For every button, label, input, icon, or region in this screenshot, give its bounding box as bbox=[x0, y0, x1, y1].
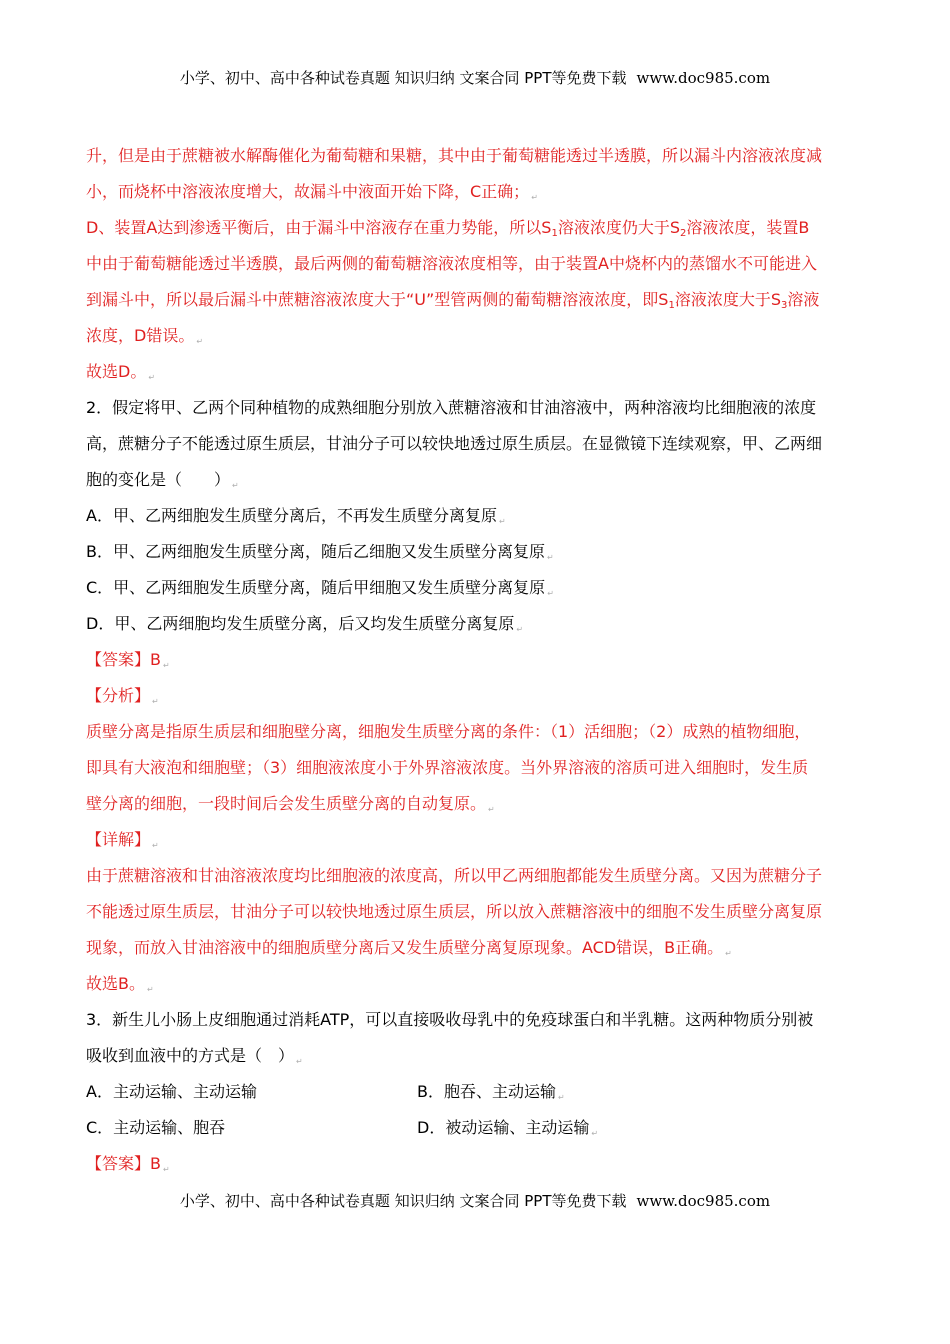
footer-text: 小学、初中、高中各种试卷真题 知识归纳 文案合同 PPT等免费下载 bbox=[179, 1192, 627, 1210]
question-2-stem bbox=[86, 390, 864, 426]
header-url[interactable]: www.doc985.com bbox=[636, 69, 771, 87]
paragraph-mark-icon: ↵ bbox=[591, 1129, 599, 1138]
paragraph-mark-icon: ↵ bbox=[163, 1165, 170, 1174]
paragraph-mark-icon: ↵ bbox=[296, 1057, 303, 1066]
text: 溶液 bbox=[787, 290, 820, 309]
answer-label: 【答案】 bbox=[86, 1154, 151, 1173]
answer-value: B bbox=[150, 650, 161, 669]
paragraph-mark-icon: ↵ bbox=[488, 805, 495, 814]
text: D．甲、乙两细胞均发生质壁分离，后又均发生质壁分离复原 bbox=[86, 614, 515, 633]
question-2-detail-label bbox=[86, 822, 864, 858]
text: 故选D。 bbox=[86, 362, 147, 381]
text: 故选B。 bbox=[86, 974, 145, 993]
analysis-line bbox=[86, 714, 864, 750]
text: 由于蔗糖溶液和甘油溶液浓度均比细胞液的浓度高，所以甲乙两细胞都能发生质壁分离。又因为蔗糖分子 bbox=[86, 866, 823, 885]
question-2-option-c bbox=[86, 570, 864, 606]
text: C．甲、乙两细胞发生质壁分离，随后甲细胞又发生质壁分离复原 bbox=[86, 578, 546, 597]
question-2-option-d bbox=[86, 606, 864, 642]
footer-url[interactable]: www.doc985.com bbox=[636, 1192, 771, 1210]
paragraph-mark-icon: ↵ bbox=[725, 949, 732, 958]
question-3-option-b bbox=[417, 1074, 565, 1110]
text: 升，但是由于蔗糖被水解酶催化为葡萄糖和果糖，其中由于葡萄糖能透过半透膜，所以漏斗内溶液浓度减 bbox=[86, 146, 823, 165]
question-2-option-b bbox=[86, 534, 864, 570]
text: 浓度，D错误。 bbox=[86, 326, 195, 345]
explanation-line bbox=[86, 174, 864, 210]
explanation-line bbox=[86, 318, 864, 354]
analysis-line bbox=[86, 750, 864, 786]
question-2-option-a bbox=[86, 498, 864, 534]
choice-conclusion bbox=[86, 966, 864, 1002]
choice-conclusion bbox=[86, 354, 864, 390]
detail-line bbox=[86, 894, 864, 930]
text: B．胞吞、主动运输 bbox=[417, 1082, 556, 1101]
paragraph-mark-icon: ↵ bbox=[232, 481, 239, 490]
question-2-stem bbox=[86, 426, 864, 462]
question-2-analysis-label bbox=[86, 678, 864, 714]
paragraph-mark-icon: ↵ bbox=[546, 553, 554, 562]
subscript: 1 bbox=[551, 228, 558, 239]
text: 中由于葡萄糖能透过半透膜，最后两侧的葡萄糖溶液浓度相等，由于装置A中烧杯内的蒸馏水不可能进入 bbox=[86, 254, 817, 273]
text: 3．新生儿小肠上皮细胞通过消耗ATP，可以直接吸收母乳中的免疫球蛋白和半乳糖。这两种物质分别被 bbox=[86, 1010, 814, 1029]
page-footer bbox=[0, 1190, 950, 1212]
text: 【详解】 bbox=[86, 830, 151, 849]
text: 小，而烧杯中溶液浓度增大，故漏斗中液面开始下降，C正确； bbox=[86, 182, 530, 201]
question-3-option-d bbox=[417, 1110, 598, 1146]
detail-line bbox=[86, 858, 864, 894]
header-text: 小学、初中、高中各种试卷真题 知识归纳 文案合同 PPT等免费下载 bbox=[179, 69, 627, 87]
text: 吸收到血液中的方式是（ ） bbox=[86, 1046, 295, 1065]
paragraph-mark-icon: ↵ bbox=[547, 589, 554, 598]
paragraph-mark-icon: ↵ bbox=[152, 841, 159, 850]
subscript: 2 bbox=[679, 228, 687, 239]
detail-line bbox=[86, 930, 864, 966]
question-3-option-a: A．主动运输、主动运输 bbox=[86, 1082, 257, 1101]
subscript: 1 bbox=[668, 300, 675, 311]
paragraph-mark-icon: ↵ bbox=[557, 1093, 565, 1102]
explanation-line bbox=[86, 282, 864, 318]
text: 高，蔗糖分子不能透过原生质层，甘油分子可以较快地透过原生质层。在显微镜下连续观察，甲、乙两细 bbox=[86, 434, 823, 453]
text: 壁分离的细胞，一段时间后会发生质壁分离的自动复原。 bbox=[86, 794, 487, 813]
text: 溶液浓度，装置B bbox=[686, 218, 810, 237]
text: 现象，而放入甘油溶液中的细胞质壁分离后又发生质壁分离复原现象。ACD错误，B正确。 bbox=[86, 938, 724, 957]
question-3-options-row bbox=[86, 1110, 864, 1146]
question-3-stem bbox=[86, 1002, 864, 1038]
paragraph-mark-icon: ↵ bbox=[531, 193, 538, 202]
paragraph-mark-icon: ↵ bbox=[152, 697, 159, 706]
question-2-answer bbox=[86, 642, 864, 678]
question-3-answer bbox=[86, 1146, 864, 1182]
text: 到漏斗中，所以最后漏斗中蔗糖溶液浓度大于“U”型管两侧的葡萄糖溶液浓度，即S bbox=[86, 290, 669, 309]
explanation-line bbox=[86, 210, 864, 246]
paragraph-mark-icon: ↵ bbox=[146, 985, 154, 994]
text: 2．假定将甲、乙两个同种植物的成熟细胞分别放入蔗糖溶液和甘油溶液中，两种溶液均比细胞液的浓度 bbox=[86, 398, 817, 417]
text: D、装置A达到渗透平衡后，由于漏斗中溶液存在重力势能，所以S bbox=[86, 218, 552, 237]
text: 不能透过原生质层，甘油分子可以较快地透过原生质层，所以放入蔗糖溶液中的细胞不发生质壁分离复原 bbox=[86, 902, 823, 921]
question-3-option-c: C．主动运输、胞吞 bbox=[86, 1118, 226, 1137]
answer-label: 【答案】 bbox=[86, 650, 151, 669]
text: B．甲、乙两细胞发生质壁分离，随后乙细胞又发生质壁分离复原 bbox=[86, 542, 545, 561]
text: 溶液浓度大于S bbox=[674, 290, 781, 309]
text: 【分析】 bbox=[86, 686, 151, 705]
text: 即具有大液泡和细胞壁；（3）细胞液浓度小于外界溶液浓度。当外界溶液的溶质可进入细胞时，发生质 bbox=[86, 758, 809, 777]
paragraph-mark-icon: ↵ bbox=[196, 337, 204, 346]
text: 胞的变化是（ ） bbox=[86, 470, 231, 489]
page-header bbox=[0, 67, 950, 89]
analysis-line bbox=[86, 786, 864, 822]
explanation-line bbox=[86, 246, 864, 282]
answer-value: B bbox=[150, 1154, 161, 1173]
paragraph-mark-icon: ↵ bbox=[516, 625, 524, 634]
text: A．甲、乙两细胞发生质壁分离后，不再发生质壁分离复原 bbox=[86, 506, 497, 525]
paragraph-mark-icon: ↵ bbox=[148, 373, 156, 382]
document-body bbox=[86, 138, 864, 1182]
text: D．被动运输、主动运输 bbox=[417, 1118, 590, 1137]
question-3-options-row bbox=[86, 1074, 864, 1110]
paragraph-mark-icon: ↵ bbox=[163, 661, 170, 670]
explanation-line bbox=[86, 138, 864, 174]
subscript: 3 bbox=[781, 300, 788, 311]
question-3-stem bbox=[86, 1038, 864, 1074]
paragraph-mark-icon: ↵ bbox=[498, 517, 506, 526]
question-2-stem bbox=[86, 462, 864, 498]
text: 溶液浓度仍大于S bbox=[557, 218, 680, 237]
text: 质壁分离是指原生质层和细胞壁分离，细胞发生质壁分离的条件：（1）活细胞；（2）成熟的植物细胞， bbox=[86, 722, 811, 741]
